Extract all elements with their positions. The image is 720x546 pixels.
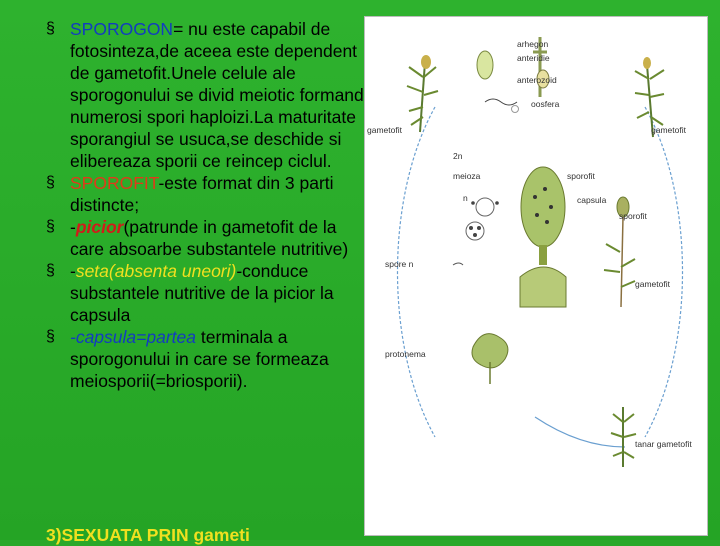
label-tanar-gametofit: tanar gametofit <box>635 439 692 449</box>
square-bullet-icon: § <box>46 20 55 37</box>
label-anterozoid: anterozoid <box>517 75 557 85</box>
label-gametofit-mid: gametofit <box>635 279 670 289</box>
term-sporofit: SPOROFIT <box>70 173 159 193</box>
picior-prefix: - <box>70 217 76 237</box>
anterozoid-shape <box>485 99 517 105</box>
term-seta: seta(absenta uneori) <box>75 261 237 281</box>
label-n: n <box>463 193 468 203</box>
sporofit-plant <box>520 167 566 307</box>
label-sporofit: sporofit <box>567 171 595 181</box>
label-2n: 2n <box>453 151 463 161</box>
tanar-gametofit-plant <box>611 407 636 467</box>
label-capsula: capsula <box>577 195 607 205</box>
square-bullet-icon: § <box>46 174 55 191</box>
label-arhegon: arhegon <box>517 39 549 49</box>
meioza-circle <box>476 198 494 216</box>
bullet-picior <box>46 216 366 260</box>
bullet-sporogon <box>46 18 366 172</box>
zygote-mark <box>512 106 519 113</box>
bullet-sporofit <box>46 172 366 216</box>
bullet-list <box>46 18 366 392</box>
square-bullet-icon: § <box>46 218 55 235</box>
label-gametofit-left: gametofit <box>367 125 402 135</box>
label-protonema: protonema <box>385 349 426 359</box>
sporofit-description: -este format din 3 parti distincte; <box>70 173 334 215</box>
anteridie-shape <box>477 51 493 79</box>
gametofit-plant-mid <box>604 244 635 287</box>
cycle-arc-bottom <box>535 417 625 447</box>
gametofit-plant-left <box>407 55 438 132</box>
bullet-seta <box>46 260 366 326</box>
spore-mark <box>453 263 463 265</box>
term-picior: picior <box>75 217 124 237</box>
life-cycle-drawing <box>365 17 707 535</box>
cycle-arc-right <box>645 107 683 437</box>
label-anteridie: anteridie <box>517 53 550 63</box>
bullet-capsula <box>46 326 366 392</box>
label-oosfera: oosfera <box>531 99 560 109</box>
picior-description: (patrunde in gametofit de la care absoarbe substantele nutritive) <box>70 217 349 259</box>
term-sporogon: SPOROGON <box>70 19 174 39</box>
square-bullet-icon: § <box>46 328 55 345</box>
label-meioza: meioza <box>453 171 481 181</box>
cut-off-heading: 3)SEXUATA PRIN gameti <box>46 525 250 545</box>
cycle-arc-left <box>398 107 436 437</box>
sporogon-description: = nu este capabil de fotosinteza,de aceea este dependent de gametofit.Unele celule ale sporogonului se divid meiotic formand numerosi spori haploizi.La maturitate sporangiul se usuca,se deschide si elibereaza sporii ce reincep ciclul. <box>70 19 364 171</box>
moss-life-cycle-diagram <box>364 16 708 536</box>
capsula-description: terminala a sporogonului in care se formeaza meiosporii(=briosporii). <box>70 327 329 391</box>
label-spore: spore n <box>385 259 414 269</box>
square-bullet-icon: § <box>46 262 55 279</box>
seta-line <box>621 217 623 307</box>
label-sporofit-2: sporofit <box>619 211 647 221</box>
term-capsula: -capsula=partea <box>70 327 196 347</box>
label-gametofit-right: gametofit <box>651 125 686 135</box>
seta-description: -conduce substantele nutritive de la picior la capsula <box>70 261 334 325</box>
spore-tetrad <box>466 222 484 240</box>
seta-prefix: - <box>70 261 76 281</box>
